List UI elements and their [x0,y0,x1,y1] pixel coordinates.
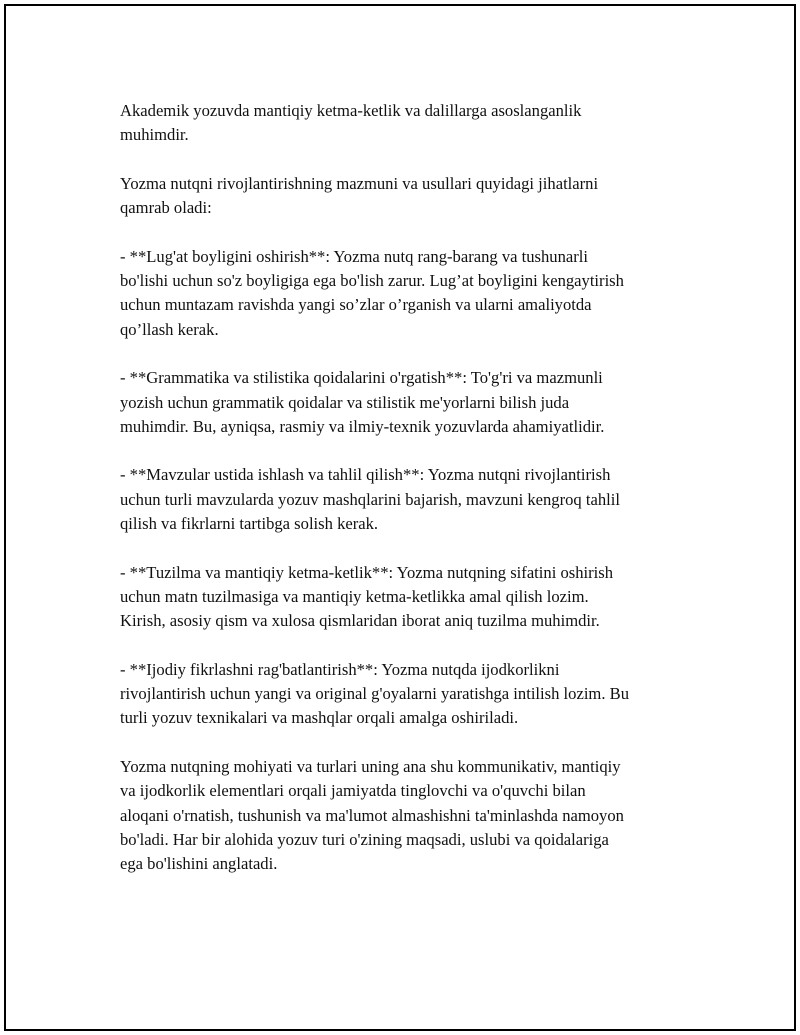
paragraph-structure: - **Tuzilma va mantiqiy ketma-ketlik**: Yozma nutqning sifatini oshirish uchun matn tuzilmasiga va mantiqiy ketma-ketlikka amal qilish lozim. Kirish, asosiy qism va xulosa qismlaridan iborat aniq tuzilma muhimdir. [120,562,614,631]
paragraph-topics: - **Mavzular ustida ishlash va tahlil qilish**: Yozma nutqni rivojlantirish uchun turli mavzularda yozuv mashqlarini bajarish, mavzuni kengroq tahlil qilish va fikrlarni tartibga solish kerak. [120,465,620,534]
paragraph-overview: Yozma nutqni rivojlantirishning mazmuni va usullari quyidagi jihatlarni qamrab oladi: [120,173,599,218]
paragraph-conclusion: Yozma nutqning mohiyati va turlari uning ana shu kommunikativ, mantiqiy va ijodkorlik elementlari orqali jamiyatda tinglovchi va o'quvchi bilan aloqani o'rnatish, tushunish va ma'lumot almashishni ta'minlashda namoyon bo'ladi. Har bir alohida yozuv turi o'zining maqsadi, uslubi va qoidalariga ega bo'lishini anglatadi. [120,757,624,874]
paragraph-grammar: - **Grammatika va stilistika qoidalarini o'rgatish**: To'g'ri va mazmunli yozish uchun grammatik qoidalar va stilistik me'yorlarni bilish juda muhimdir. Bu, ayniqsa, rasmiy va ilmiy-texnik yozuvlarda ahamiyatlidir. [120,368,605,436]
paragraph-creativity: - **Ijodiy fikrlashni rag'batlantirish**: Yozma nutqda ijodkorlikni rivojlantirish uchun yangi va original g'oyalarni yaratishga intilish lozim. Bu turli yozuv texnikalari va mashqlar orqali amalga oshiriladi. [120,659,630,728]
document-body [120,99,690,877]
paragraph-vocabulary: - **Lug'at boyligini oshirish**: Yozma nutq rang-barang va tushunarli bo'lishi uchun so'z boyligiga ega bo'lish zarur. Lug’at boyligini kengaytirish uchun muntazam ravishda yangi so’zlar o’rganish va ularni amaliyotda qo’llash kerak. [120,246,624,339]
document-page [4,4,796,1031]
paragraph-intro: Akademik yozuvda mantiqiy ketma-ketlik va dalillarga asoslanganlik muhimdir. [120,101,582,145]
